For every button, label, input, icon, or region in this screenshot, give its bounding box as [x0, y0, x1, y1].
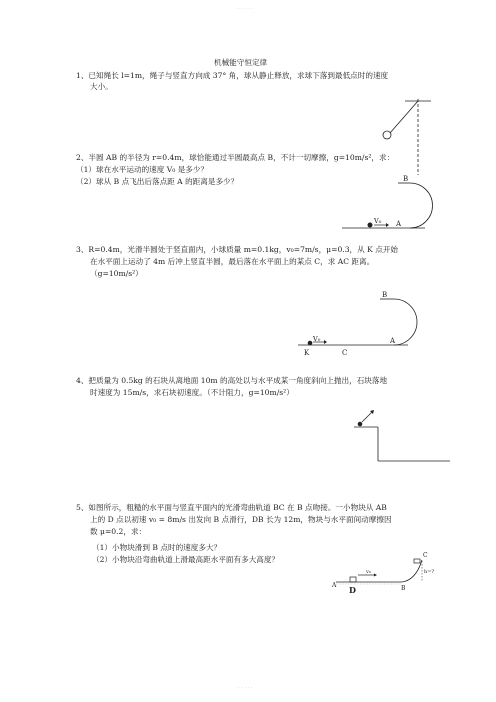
q5-track-figure	[330, 546, 440, 594]
page-title: 机械能守恒定律	[214, 58, 268, 67]
q1-line2: 大小。	[90, 82, 113, 91]
q2-label-b: B	[403, 175, 409, 183]
q1-pendulum-figure	[370, 95, 450, 175]
q4-line2: 时速度为 15m/s，求石块初速度。（不计阻力，g=10m/s²）	[90, 388, 294, 397]
q5-label-d: D	[349, 585, 356, 595]
q5-label-b: B	[401, 585, 406, 592]
footer-mark: · · · · ·	[238, 685, 253, 691]
q5-label-h: h=?	[424, 569, 435, 575]
q3-label-a: A	[390, 337, 396, 345]
q3-label-k: K	[304, 349, 310, 357]
q3-label-b: B	[382, 291, 388, 299]
q3-line2: 在水平面上运动了 4m 后冲上竖直半圆，最后落在水平面上的某点 C，求 AC 距离。	[90, 257, 375, 266]
q1-line1: 1、已知绳长 l=1m，绳子与竖直方向成 37° 角，球从静止释放，求球下落到最低点时的速度	[76, 71, 389, 80]
q5-sub1: （1）小物块滑到 B 点时的速度多大？	[92, 543, 222, 552]
q2-semicircle-figure	[330, 175, 450, 235]
header-mark: · · · · · ·	[236, 6, 254, 12]
q5-label-a: A	[332, 582, 337, 589]
q5-line1: 5、如图所示，粗糙的水平面与竖直平面内的光滑弯曲轨道 BC 在 B 点吻接。一小物块从 AB	[76, 503, 387, 512]
q5-line3: 数 μ=0.2，求：	[90, 527, 147, 536]
q2-label-a: A	[396, 220, 402, 228]
q2-sub2: （2）球从 B 点飞出后落点距 A 的距离是多少？	[76, 177, 239, 186]
q2-label-v0: V₀	[374, 217, 382, 225]
q3-label-v0: V₀	[313, 335, 321, 343]
q3-line1: 3、R=0.4m，光滑半圆处于竖直面内，小球质量 m=0.1kg，v₀=7m/s，μ=0.3，从 K 点开始	[76, 245, 399, 254]
q3-track-figure	[290, 287, 440, 362]
q5-sub2: （2）小物块沿弯曲轨道上滑最高距水平面有多大高度？	[92, 555, 280, 564]
q5-line2: 上的 D 点以初速 v₀ = 8m/s 出发向 B 点滑行，DB 长为 12m，物块与水平面间动摩擦因	[90, 515, 392, 524]
q3-line3: （g=10m/s²）	[90, 269, 143, 278]
q5-label-v0: v₀	[366, 569, 371, 575]
q5-label-c: C	[423, 552, 428, 559]
q4-cliff-figure	[320, 395, 450, 470]
q3-label-c: C	[342, 349, 348, 357]
q4-line1: 4、把质量为 0.5kg 的石块从离地面 10m 的高处以与水平成某一角度斜向上抛出，石块落地	[76, 376, 388, 385]
q2-line1: 2、半圆 AB 的半径为 r=0.4m，球恰能通过半圆最高点 B，不计一切摩擦，g=10m/s²，求：	[76, 153, 395, 162]
q2-sub1: （1）球在水平运动的速度 V₀ 是多少？	[76, 165, 209, 174]
